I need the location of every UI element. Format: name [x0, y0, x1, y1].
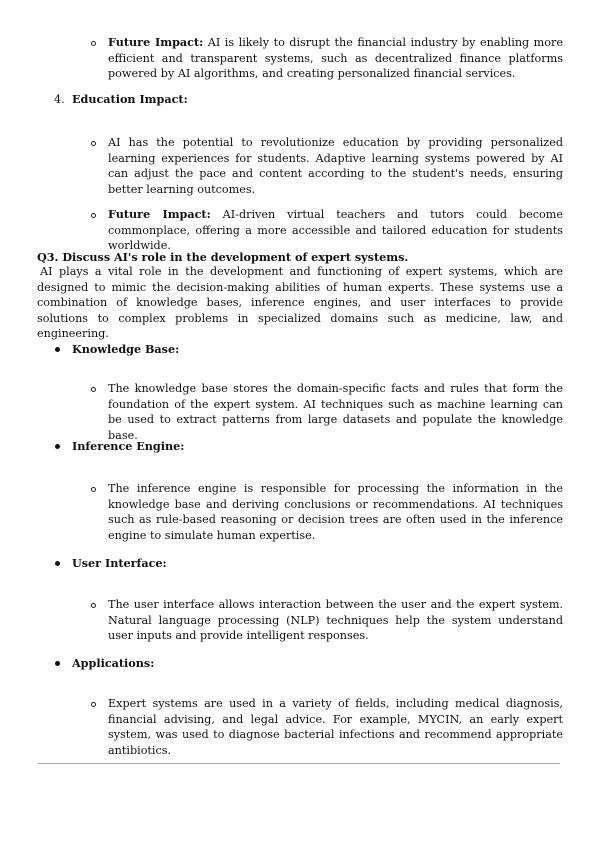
applications-text: Expert systems are used in a variety of fields, including medical diagnosis, financial advising, and legal advice. For example, MYCIN, an early expert system, was used to diagnose bacterial infections and recommend appropriate antibiotics. — [108, 697, 563, 757]
education-bullet-1 — [108, 135, 563, 197]
q3-intro — [37, 264, 563, 342]
section-heading-knowledge-base: Knowledge Base: — [72, 342, 180, 356]
circle-bullet-icon — [91, 141, 96, 146]
filled-bullet-icon — [55, 347, 60, 352]
section-heading-applications: Applications: — [72, 656, 155, 670]
filled-bullet-icon — [55, 444, 60, 449]
future-impact-label: Future Impact: — [108, 207, 211, 221]
filled-bullet-icon — [55, 661, 60, 666]
user-interface-text: The user interface allows interaction between the user and the expert system. Natural language processing (NLP) techniques help the system understand user inputs and provide intelligent responses. — [108, 598, 563, 642]
q3-heading: Q3. Discuss AI's role in the development of expert systems. — [37, 250, 409, 264]
circle-bullet-icon — [91, 487, 96, 492]
inference-engine-text: The inference engine is responsible for processing the information in the knowledge base and deriving conclusions or recommendations. AI techniques such as rule-based reasoning or decision trees are often used in the inference engine to simulate human expertise. — [108, 482, 563, 542]
user-interface-item — [108, 597, 563, 644]
knowledge-base-item — [108, 381, 563, 443]
circle-bullet-icon — [91, 387, 96, 392]
future-impact-text: AI is likely to disrupt the financial industry by enabling more efficient and transparent systems, such as decentralized finance platforms powered by AI algorithms, and creating personalized financial services. — [108, 36, 563, 80]
filled-bullet-icon — [55, 561, 60, 566]
circle-bullet-icon — [91, 41, 96, 46]
education-bullet-2-text: AI-driven virtual teachers and tutors could become commonplace, offering a more accessible and tailored education for students worldwide. — [108, 208, 563, 252]
footer-divider — [38, 763, 560, 764]
q3-intro-text: AI plays a vital role in the development and functioning of expert systems, which are designed to mimic the decision-making abilities of human experts. These systems use a combination of knowledge bases, inference engines, and user interfaces to provide solutions to complex problems in specialized domains such as medicine, law, and engineering. — [37, 265, 563, 340]
section-heading-user-interface: User Interface: — [72, 556, 167, 570]
circle-bullet-icon — [91, 213, 96, 218]
list-number: 4. — [54, 93, 65, 106]
education-impact-heading: Education Impact: — [72, 92, 188, 106]
future-impact-label: Future Impact: — [108, 35, 204, 49]
education-bullet-2 — [108, 207, 563, 254]
knowledge-base-text: The knowledge base stores the domain-specific facts and rules that form the foundation of the expert system. AI techniques such as machine learning can be used to extract patterns from large datasets and populate the knowledge base. — [108, 382, 563, 442]
future-impact-finance — [108, 35, 563, 82]
section-heading-inference-engine: Inference Engine: — [72, 439, 185, 453]
inference-engine-item — [108, 481, 563, 543]
circle-bullet-icon — [91, 603, 96, 608]
education-bullet-1-text: AI has the potential to revolutionize education by providing personalized learning experiences for students. Adaptive learning systems powered by AI can adjust the pace and content according to the student's needs, ensuring better learning outcomes. — [108, 136, 563, 196]
circle-bullet-icon — [91, 702, 96, 707]
applications-item — [108, 696, 563, 758]
